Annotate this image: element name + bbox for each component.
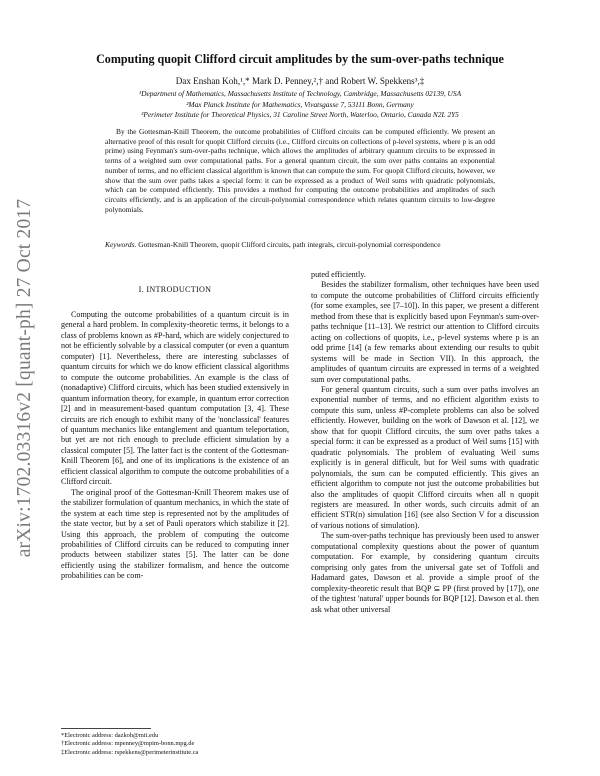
footnote-3: ‡Electronic address: rspekkens@perimeterinstitute.ca [61,748,199,756]
keywords-text: Gottesman-Knill Theorem, quopit Clifford circuits, path integrals, circuit-polynomial correspondence [138,240,441,249]
arxiv-stamp-text: arXiv:1702.03316v2 [quant-ph] 27 Oct 2017 [14,198,35,558]
abstract: By the Gottesman-Knill Theorem, the outcome probabilities of Clifford circuits can be computed efficiently. We present an alternative proof of this result for quopit Clifford circuits (i.e., Clifford circuits on collections of p-level systems, where p is an odd prime) using Feynman's sum-over-paths technique, which allows the amplitudes of arbitrary quantum circuits to be expressed in terms of a weighted sum over computational paths. For a general quantum circuit, the sum over paths contains an exponential number of terms, and no efficient classical algorithm is known that can compute the sum. For quopit Clifford circuits, however, we show that the sum over paths takes a special form: it can be expressed as a product of Weil sums with quadratic polynomials, which can be computed efficiently. This provides a method for computing the outcome probabilities and amplitudes of such circuits efficiently, and is an application of the circuit-polynomial correspondence which relates quantum circuits to low-degree polynomials. [105,127,495,214]
footnote-rule [61,728,151,729]
paragraph: puted efficiently. [311,270,366,279]
affiliations [60,89,540,121]
footnotes [61,732,289,757]
arxiv-stamp [12,168,38,588]
author-list: Dax Enshan Koh,¹,* Mark D. Penney,²,† and Robert W. Spekkens³,‡ [175,76,425,86]
affiliation-1: ¹Department of Mathematics, Massachusetts Institute of Technology, Cambridge, Massachusetts 02139, USA [138,89,462,98]
paragraph: Computing the outcome probabilities of a quantum circuit is in general a hard problem. In complexity-theoretic terms, it belongs to a class of problems known as #P-hard, which are widely conjectured to not be efficiently solvable by a classical computer (or even a quantum computer) [1]. Nevertheless, there are interesting subclasses of quantum circuits for which we do know efficient classical algorithms to compute the outcome probabilities. An example is the class of (nonadaptive) Clifford circuits, which has been studied extensively in quantum information theory, for example, in quantum error correction [2] and in measurement-based quantum computation [3, 4]. These circuits are rich enough to exhibit many of the 'nonclassical' features of quantum mechanics like entanglement and quantum teleportation, but yet are not rich enough to preclude efficient simulation by a classical computer [5]. The latter fact is the content of the Gottesman-Knill Theorem [6], and one of its implications is the existence of an efficient classical algorithm to compute the outcome probabilities of a Clifford circuit. [61,310,289,487]
footnote-2: †Electronic address: mpenney@mpim-bonn.mpg.de [61,740,195,748]
keywords [105,240,495,250]
section-heading: I. INTRODUCTION [138,285,212,294]
paper-title: Computing quopit Clifford circuit amplitudes by the sum-over-paths technique [96,52,504,66]
paragraph: The sum-over-paths technique has previously been used to answer computational complexity questions about the power of quantum computation. For example, by considering quantum circuits comprising only gates from the universal gate set of Toffoli and Hadamard gates, Dawson et al. provide a simple proof of the complexity-theoretic result that BQP ⊆ PP (first proved by [17]), one of the tightest 'natural' upper bounds for BQP [12]. Dawson et al. then ask what other universal [311,531,539,614]
affiliation-3: ³Perimeter Institute for Theoretical Physics, 31 Caroline Street North, Waterloo, Ontario, Canada N2L 2Y5 [141,110,459,119]
paragraph: Besides the stabilizer formalism, other techniques have been used to compute the outcome probabilities of Clifford circuits efficiently (for some examples, see [7–10]). In this paper, we present a different method from these that is explicitly based upon Feynman's sum-over-paths technique [11–13]. We restrict our attention to Clifford circuits acting on collections of quopits, i.e., p-level systems where p is an odd prime [14] (a few remarks about extending our results to qubit systems will be made in Section VII). In this approach, the amplitudes of quantum circuits are expressed in terms of a weighted sum over computational paths. [311,280,539,384]
paragraph: The original proof of the Gottesman-Knill Theorem makes use of the stabilizer formulation of quantum mechanics, in which the state of the system at each time step is represented not by the amplitudes of the state vector, but by a set of Pauli operators which stabilize it [2]. Using this approach, the problem of computing the outcome probabilities of Clifford circuits can be reduced to computing inner products between stabilizer states [5]. The latter can be done efficiently using the stabilizer formalism, and hence the outcome probabilities can be com- [61,487,289,581]
right-column [311,270,539,615]
footnote-1: *Electronic address: dazkoh@mit.edu [61,732,159,739]
keywords-label: Keywords. [105,240,137,249]
affiliation-2: ²Max Planck Institute for Mathematics, Vivatsgasse 7, 53111 Bonn, Germany [186,99,414,109]
paragraph: For general quantum circuits, such a sum over paths involves an exponential number of terms, and no efficient algorithm exists to compute this sum, unless #P-complete problems can also be solved efficiently. However, building on the work of Dawson et al. [12], we show that for quopit Clifford circuits, the sum over paths takes a special form: it can be expressed as a product of Weil sums [15] with quadratic polynomials. The problem of evaluating Weil sums explicitly is in general difficult, but for Weil sums with quadratic polynomials, the sum can be computed efficiently. This gives an efficient algorithm to compute not just the outcome probabilities but also the amplitudes of quopit Clifford circuits when all n quopit registers are measured. In other words, such circuits admit of an efficient STR(n) simulation [16] (see also Section V for a discussion of various notions of simulation). [311,384,539,530]
